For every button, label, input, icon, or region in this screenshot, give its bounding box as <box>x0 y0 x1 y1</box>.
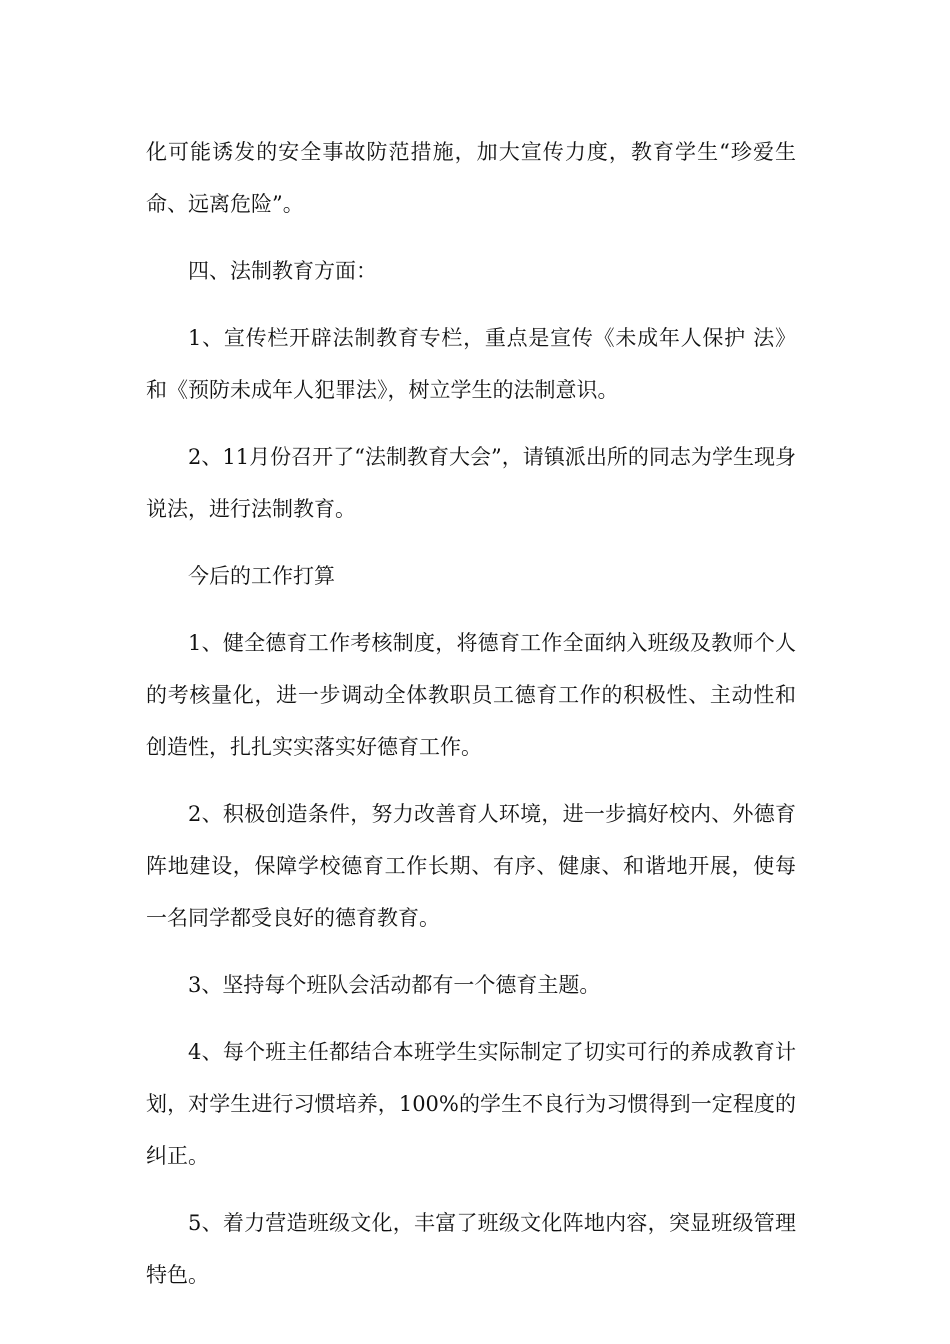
paragraph-legal-assembly: 2、11月份召开了“法制教育大会”，请镇派出所的同志为学生现身说法，进行法制教育。 <box>146 445 796 521</box>
paragraph-legal-column: 1、宣传栏开辟法制教育专栏，重点是宣传《未成年人保护 法》和《预防未成年人犯罪法》，树立学生的法制意识。 <box>146 326 796 402</box>
heading-legal-education: 四、法制教育方面： <box>188 259 377 283</box>
paragraph-plan-4: 4、每个班主任都结合本班学生实际制定了切实可行的养成教育计划，对学生进行习惯培养，100%的学生不良行为习惯得到一定程度的纠正。 <box>146 1040 796 1168</box>
paragraph-plan-2: 2、积极创造条件，努力改善育人环境，进一步搞好校内、外德育阵地建设，保障学校德育工作长期、有序、健康、和谐地开展，使每一名同学都受良好的德育教育。 <box>146 802 796 930</box>
paragraph-plan-1: 1、健全德育工作考核制度，将德育工作全面纳入班级及教师个人的考核量化，进一步调动全体教职员工德育工作的积极性、主动性和创造性，扎扎实实落实好德育工作。 <box>146 631 796 759</box>
document-body <box>146 126 796 1316</box>
paragraph-plan-5: 5、着力营造班级文化，丰富了班级文化阵地内容，突显班级管理特色。 <box>146 1211 796 1287</box>
heading-future-plans: 今后的工作打算 <box>188 564 335 588</box>
paragraph-safety-continuation: 化可能诱发的安全事故防范措施，加大宣传力度，教育学生“珍爱生命、远离危险”。 <box>146 140 796 216</box>
paragraph-plan-3: 3、坚持每个班队会活动都有一个德育主题。 <box>188 973 601 997</box>
